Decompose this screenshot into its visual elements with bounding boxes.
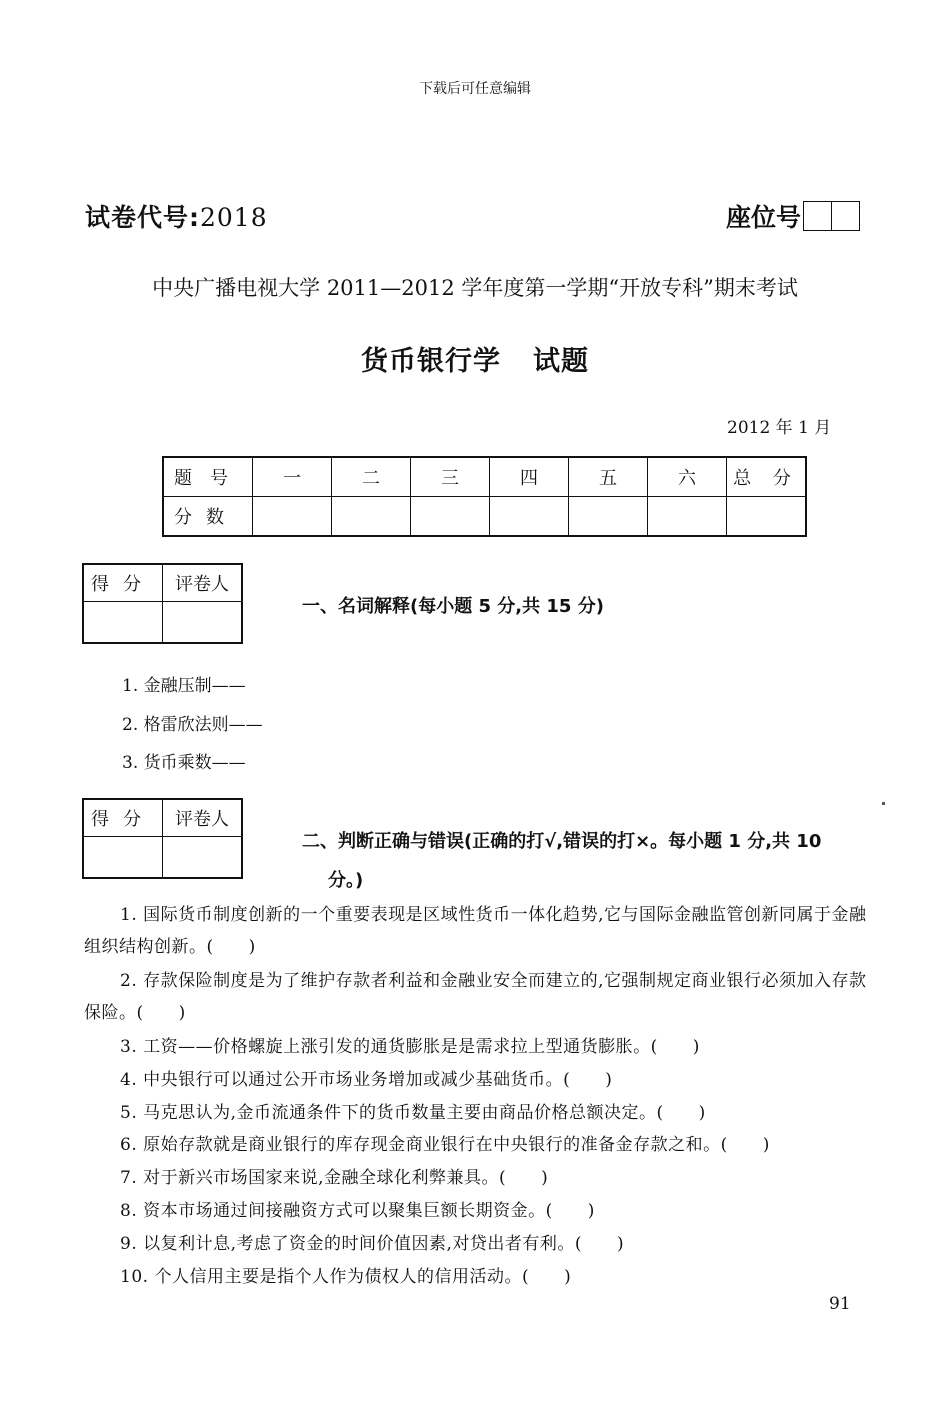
grader-score-cell [83,602,163,644]
seat-number [726,198,860,234]
grader-score-label: 得分 [83,564,163,602]
term-item-3: 3. 货币乘数—— [122,753,246,773]
judgment-question-8: 8. 资本市场通过间接融资方式可以聚集巨额长期资金。( ) [120,1201,595,1221]
score-table [162,456,807,537]
section-1-title: 一、名词解释(每小题 5 分,共 15 分) [302,596,604,617]
grader-table-2 [82,798,243,879]
term-item-1: 1. 金融压制—— [122,676,246,696]
score-cell [648,497,727,537]
column-4: 四 [490,457,569,497]
grader-table-1 [82,563,243,644]
judgment-question-4: 4. 中央银行可以通过公开市场业务增加或减少基础货币。( ) [120,1070,613,1090]
score-cell [332,497,411,537]
subject-suffix: 试题 [533,346,589,377]
column-1: 一 [253,457,332,497]
column-5: 五 [569,457,648,497]
exam-title: 中央广播电视大学 2011—2012 学年度第一学期“开放专科”期末考试 [152,276,798,300]
scan-speck [882,802,885,805]
grader-name-cell [163,602,243,644]
score-cell [569,497,648,537]
score-cell [253,497,332,537]
grader-score-cell [83,837,163,879]
header-note: 下载后可任意编辑 [419,81,531,97]
score-cell [411,497,490,537]
subject-title [0,339,950,378]
paper-code-label: 试卷代号: [85,203,200,232]
score-cell [490,497,569,537]
score-label: 分数 [163,497,253,537]
exam-date: 2012 年 1 月 [727,418,832,438]
question-number-label: 题号 [163,457,253,497]
total-label: 总 分 [727,457,807,497]
page-number: 91 [829,1294,851,1314]
judgment-question-10: 10. 个人信用主要是指个人作为债权人的信用活动。( ) [120,1267,572,1287]
seat-number-boxes [803,201,860,231]
judgment-question-6: 6. 原始存款就是商业银行的库存现金商业银行在中央银行的准备金存款之和。( ) [120,1135,770,1155]
column-3: 三 [411,457,490,497]
section-2-title-line-1: 二、判断正确与错误(正确的打√,错误的打×。每小题 1 分,共 10 [302,831,822,852]
term-item-2: 2. 格雷欣法则—— [122,715,263,735]
score-table-header-row [163,457,806,497]
grader-label: 评卷人 [163,799,243,837]
column-2: 二 [332,457,411,497]
column-6: 六 [648,457,727,497]
score-table-score-row [163,497,806,537]
grader-name-cell [163,837,243,879]
section-2-title-line-2: 分。) [328,870,364,891]
seat-label: 座位号 [726,203,802,232]
score-cell [727,497,807,537]
judgment-question-3: 3. 工资——价格螺旋上涨引发的通货膨胀是是需求拉上型通货膨胀。( ) [120,1037,700,1057]
judgment-question-1: 1. 国际货币制度创新的一个重要表现是区域性货币一体化趋势,它与国际金融监管创新同属于金融组织结构创新。( ) [84,905,867,957]
judgment-question-2: 2. 存款保险制度是为了维护存款者利益和金融业安全而建立的,它强制规定商业银行必须加入存款保险。( ) [84,971,867,1023]
judgment-question-5: 5. 马克思认为,金币流通条件下的货币数量主要由商品价格总额决定。( ) [120,1103,706,1123]
paper-code-number: 2018 [200,203,268,232]
grader-label: 评卷人 [163,564,243,602]
subject-name: 货币银行学 [361,346,501,377]
judgment-question-7: 7. 对于新兴市场国家来说,金融全球化利弊兼具。( ) [120,1168,549,1188]
paper-code [85,198,268,234]
grader-score-label: 得分 [83,799,163,837]
judgment-question-9: 9. 以复利计息,考虑了资金的时间价值因素,对贷出者有利。( ) [120,1234,625,1254]
